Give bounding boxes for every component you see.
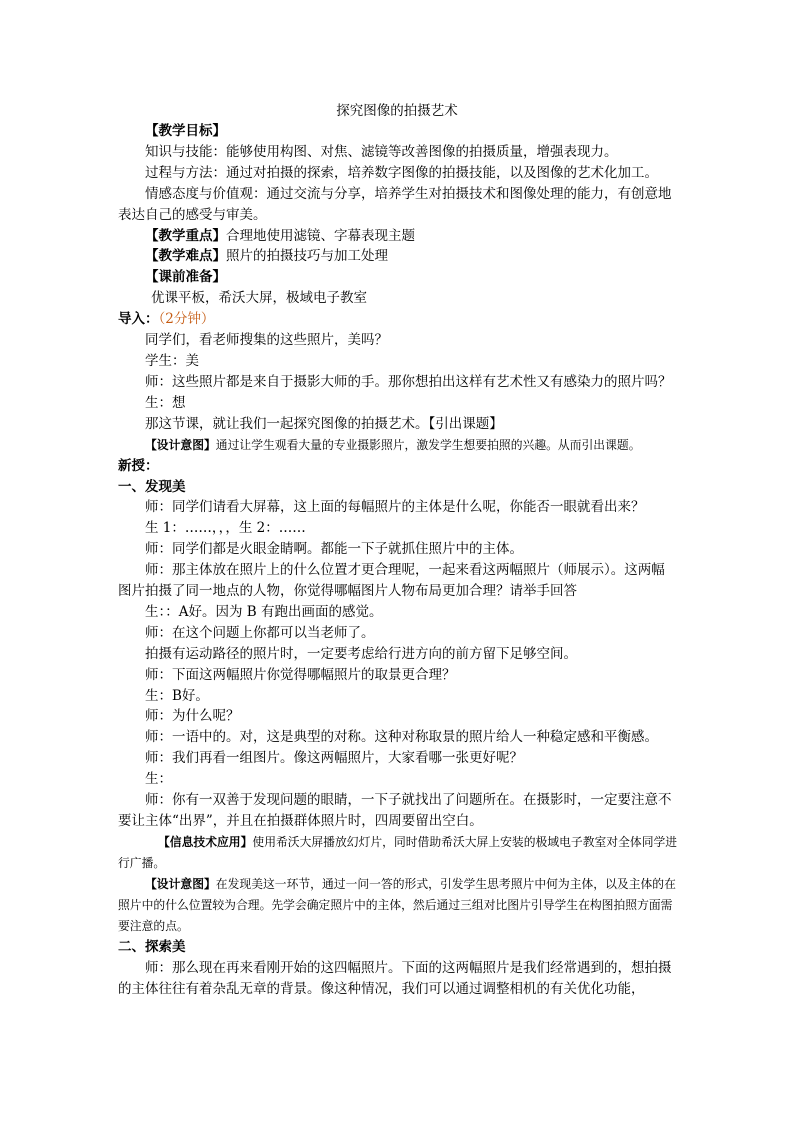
intro-line: 那这节课，就让我们一起探究图像的拍摄艺术。【引出课题】 xyxy=(145,415,503,432)
section1-line: 拍摄有运动路径的照片时，一定要考虑给行进方向的前方留下足够空间。 xyxy=(145,645,577,662)
section1-line: 生：：A好。因为 B 有跑出画面的感觉。 xyxy=(145,603,383,620)
intro-line: 师：这些照片都是来自于摄影大师的手。那你想拍出这样有艺术性又有感染力的照片吗？ xyxy=(145,373,672,390)
section1-line: 师：同学们请看大屏幕，这上面的每幅照片的主体是什么呢，你能否一眼就看出来？ xyxy=(145,499,645,516)
preparation-heading: 【课前准备】 xyxy=(145,269,226,286)
objectives-heading: 【教学目标】 xyxy=(145,123,226,139)
section1-line: 师：为什么呢？ xyxy=(145,708,240,725)
section1-line: 师：你有一双善于发现问题的眼睛，一下子就找出了问题所在。在摄影时，一定要注意不要让主体“出界”，并且在拍摄群体照片时，四周要留出空白。 xyxy=(118,792,672,829)
difficulty xyxy=(118,246,678,267)
section1-line: 生 1：……，，，生 2：…… xyxy=(145,520,306,537)
intro-line: 学生：美 xyxy=(145,352,199,369)
document-title: 探究图像的拍摄艺术 xyxy=(336,103,458,119)
design-label: 【设计意图】 xyxy=(145,437,216,452)
document-body xyxy=(118,121,678,1000)
tech-label: 【信息技术应用】 xyxy=(158,834,253,849)
intro-heading xyxy=(118,309,678,330)
objective-process: 过程与方法：通过对拍摄的探索，培养数字图像的拍摄技能，以及图像的艺术化加工。 xyxy=(145,164,658,181)
section1-line: 师：同学们都是火眼金睛啊。都能一下子就抓住照片中的主体。 xyxy=(145,541,523,558)
section1-design-note xyxy=(118,874,678,937)
key-point-text: 合理地使用滤镜、字幕表现主题 xyxy=(226,227,415,244)
section1-heading: 一、发现美 xyxy=(118,478,186,495)
section1-line: 师：那主体放在照片上的什么位置才更合理呢，一起来看这两幅照片（师展示）。这两幅图片拍摄了同一地点的人物，你觉得哪幅图片人物布局更加合理？请举手回答 xyxy=(118,562,665,600)
design-text: 通过让学生观看大量的专业摄影照片，激发学生想要拍照的兴趣。从而引出课题。 xyxy=(215,437,641,452)
section1-line: 师：在这个问题上你都可以当老师了。 xyxy=(145,624,375,641)
new-lesson-label: 新授： xyxy=(118,457,159,474)
intro-time: （2分钟） xyxy=(158,311,215,328)
design-label: 【设计意图】 xyxy=(145,876,216,891)
intro-line: 同学们，看老师搜集的这些照片，美吗？ xyxy=(145,332,388,349)
key-point-label: 【教学重点】 xyxy=(145,227,226,244)
section1-line: 师：我们再看一组图片。像这两幅照片，大家看哪一张更好呢？ xyxy=(145,750,523,767)
section1-line: 师：下面这两幅照片你觉得哪幅照片的取景更合理？ xyxy=(145,666,456,683)
intro-line: 生：想 xyxy=(145,394,186,411)
objective-knowledge: 知识与技能：能够使用构图、对焦、滤镜等改善图像的拍摄质量，增强表现力。 xyxy=(145,143,618,160)
design-text: 在发现美这一环节，通过一问一答的形式，引发学生思考照片中何为主体，以及主体的在照片中的什么位置较为合理。先学会确定照片中的主体，然后通过三组对比图片引导学生在构图拍照方面需要注意的点。 xyxy=(118,876,676,933)
tech-text: 使用希沃大屏播放幻灯片，同时借助希沃大屏上安装的极域电子教室对全体同学进行广播。 xyxy=(118,834,678,870)
section1-line: 师：一语中的。对，这是典型的对称。这种对称取景的照片给人一种稳定感和平衡感。 xyxy=(145,729,658,746)
key-point xyxy=(118,226,678,247)
preparation-text: 优课平板，希沃大屏，极域电子教室 xyxy=(151,290,367,307)
difficulty-label: 【教学难点】 xyxy=(145,248,226,265)
section1-line: 生：B好。 xyxy=(145,687,209,704)
section2-line: 师：那么现在再来看刚开始的这四幅照片。下面的这两幅照片是我们经常遇到的，想拍摄的主体往往有着杂乱无章的背景。像这种情况，我们可以通过调整相机的有关优化功能， xyxy=(118,959,672,997)
section2-heading: 二、探索美 xyxy=(118,938,186,955)
tech-application-note xyxy=(118,832,678,874)
section1-line: 生： xyxy=(145,771,172,788)
intro-design-note xyxy=(118,435,678,456)
intro-label: 导入： xyxy=(118,311,159,328)
objective-emotion: 情感态度与价值观：通过交流与分享，培养学生对拍摄技术和图像处理的能力，有创意地表达自己的感受与审美。 xyxy=(118,185,672,223)
difficulty-text: 照片的拍摄技巧与加工处理 xyxy=(226,248,388,265)
